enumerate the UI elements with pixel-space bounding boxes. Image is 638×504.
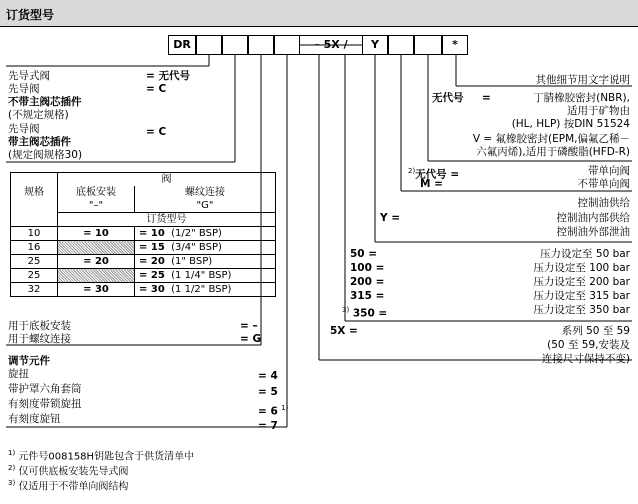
pilot-label-7: (规定阀规格30) xyxy=(8,149,83,161)
row-size: 32 xyxy=(11,283,58,297)
row-subplate-na xyxy=(58,241,135,255)
pressure-code: 50 = xyxy=(350,248,378,260)
seal-nbr-1: 丁腈橡胶密封(NBR), xyxy=(533,92,630,104)
adjust-item-code: = 7 xyxy=(258,420,278,432)
adjust-item-code: = 5 xyxy=(258,386,278,398)
footnote-2: $^{2)}$ 仅可供底板安装先导式阀 xyxy=(8,464,129,478)
order-code-header: 订货型号 xyxy=(58,213,276,227)
adjust-item-code: = 4 xyxy=(258,370,278,382)
seal-nbr-eq: = xyxy=(482,92,491,104)
code-box-star: * xyxy=(442,35,468,55)
subplate-header: 底板安装 xyxy=(58,186,135,199)
pilot-external: 控制油外部泄油 xyxy=(556,226,630,238)
code-series: 5X xyxy=(323,38,340,51)
table-row xyxy=(11,283,276,297)
check-m-code: M = xyxy=(420,178,443,190)
code-box-dr: DR xyxy=(168,35,196,55)
row-size: 25 xyxy=(11,255,58,269)
pilot-oil: 控制油供给 xyxy=(577,197,630,209)
pressure-text: 压力设定至 200 bar xyxy=(533,276,630,288)
seal-nbr-2: 适用于矿物由 xyxy=(567,105,630,117)
pressure-code: $^{3)}$ 350 = xyxy=(342,306,388,320)
seal-fkm-2: 六氟丙烯),适用于磷酸脂(HFD-R) xyxy=(476,146,630,158)
row-threaded: = 20 (1" BSP) xyxy=(135,255,276,269)
row-size: 10 xyxy=(11,227,58,241)
series-2: (50 至 59,安装及 xyxy=(547,339,630,351)
table-row xyxy=(11,255,276,269)
pilot-label-1: 先导式阀 xyxy=(8,70,50,82)
row-threaded: = 25 (1 1/4" BSP) xyxy=(135,269,276,283)
pressure-text: 压力设定至 50 bar xyxy=(540,248,630,260)
series-3: 连接尺寸保持不变) xyxy=(541,353,630,365)
mounting-threaded-label: 用于螺纹连接 xyxy=(8,333,71,345)
row-size: 16 xyxy=(11,241,58,255)
pilot-internal: 控制油内部供给 xyxy=(556,212,630,224)
row-threaded: = 10 (1/2" BSP) xyxy=(135,227,276,241)
seal-nbr-3: (HL, HLP) 按DIN 51524 xyxy=(511,118,630,130)
mounting-subplate-code: = – xyxy=(240,320,258,332)
pressure-code: 200 = xyxy=(350,276,385,288)
table-row xyxy=(11,269,276,283)
table-row xyxy=(11,241,276,255)
adjust-item-label: 旋扭 xyxy=(8,368,29,380)
seal-fkm-1: V = 氟橡胶密封(EPM,偏氟乙稀－ xyxy=(472,133,630,145)
row-subplate-na xyxy=(58,269,135,283)
size-header: 规格 xyxy=(11,173,58,213)
valve-header: 阀 xyxy=(58,173,276,187)
code-dash: – xyxy=(314,38,320,51)
table-row xyxy=(11,227,276,241)
row-subplate: = 10 xyxy=(58,227,135,241)
pressure-code: 100 = xyxy=(350,262,385,274)
subplate-code: "–" xyxy=(58,199,135,213)
pilot-label-3: 不带主阀芯插件 xyxy=(8,96,82,108)
pilot-label-6: 带主阀芯插件 xyxy=(8,136,71,148)
pressure-text: 压力设定至 315 bar xyxy=(533,290,630,302)
pressure-code: 315 = xyxy=(350,290,385,302)
mounting-threaded-code: = G xyxy=(240,333,262,345)
row-subplate: = 20 xyxy=(58,255,135,269)
pilot-code-5: = C xyxy=(146,126,167,138)
adjust-title: 调节元件 xyxy=(8,355,50,367)
page-title: 订货型号 xyxy=(6,8,55,22)
seal-nbr-code: 无代号 xyxy=(432,92,464,104)
size-table xyxy=(10,172,276,297)
pilot-label-4: (不规定规格) xyxy=(8,109,69,121)
code-slash: / xyxy=(343,38,348,51)
pilot-label-5: 先导阀 xyxy=(8,123,40,135)
mounting-subplate-label: 用于底板安装 xyxy=(8,320,71,332)
pilot-code-2: = C xyxy=(146,83,167,95)
series-code: 5X = xyxy=(330,325,358,337)
pilot-y-code: Y = xyxy=(380,212,401,224)
threaded-header: 螺纹连接 xyxy=(135,186,276,199)
check-without: 不带单向阀 xyxy=(577,178,630,190)
adjust-item-code: = 6 $^{1)}$ xyxy=(258,404,289,418)
row-threaded: = 30 (1 1/2" BSP) xyxy=(135,283,276,297)
check-with: 带单向阀 xyxy=(588,165,630,177)
footnote-1: $^{1)}$ 元件号008158H钥匙包含于供货清单中 xyxy=(8,449,195,463)
threaded-code: "G" xyxy=(135,199,276,213)
check-code: $^{2)}$无代号 = xyxy=(408,167,460,181)
row-threaded: = 15 (3/4" BSP) xyxy=(135,241,276,255)
adjust-item-label: 有刻度旋钮 xyxy=(8,413,61,425)
series-1: 系列 50 至 59 xyxy=(561,325,630,337)
adjust-item-label: 带护罩六角套筒 xyxy=(8,383,82,395)
pilot-code-1: = 无代号 xyxy=(146,70,190,82)
adjust-item-label: 有刻度带锁旋扭 xyxy=(8,398,82,410)
pilot-label-2: 先导阀 xyxy=(8,83,40,95)
pressure-text: 压力设定至 100 bar xyxy=(533,262,630,274)
row-size: 25 xyxy=(11,269,58,283)
footnote-3: $^{3)}$ 仅适用于不带单向阀结构 xyxy=(8,479,129,493)
row-subplate: = 30 xyxy=(58,283,135,297)
code-box-y: Y xyxy=(362,35,388,55)
pressure-text: 压力设定至 350 bar xyxy=(533,304,630,316)
other-details: 其他细节用文字说明 xyxy=(535,74,630,86)
